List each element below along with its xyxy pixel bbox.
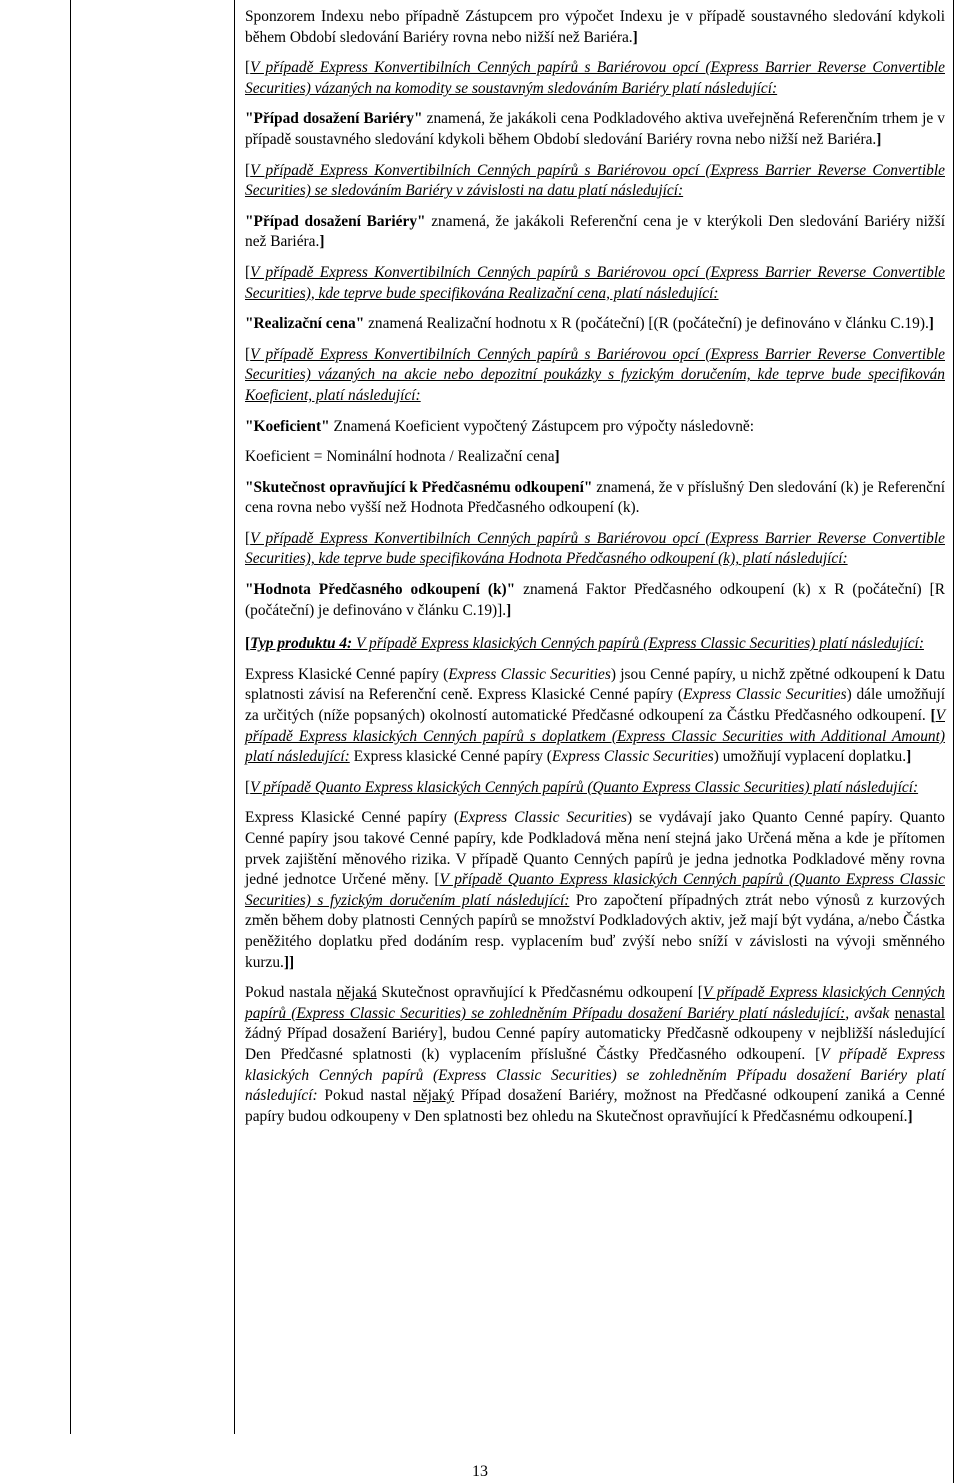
document-body [245,7,945,1137]
text-run: ] [632,28,638,46]
text-run: ) se vydávají jako Quanto Cenné papíry. Quanto Cenné papíry jsou takové Cenné papíry, kde Podkladová měna není stejná jako Určená měna a kde je přítomen prvek zajištění měnového rizika. V případě Quanto Cenných papírů je jedna jednotka Podkladové měny rovna jedné jednotce Určené měny. [245,809,945,889]
paragraph-2 [245,109,945,150]
text-run: Express Classic Securities [682,686,847,704]
paragraph-6 [245,314,945,335]
text-run: [ [245,263,251,281]
text-run: [ [245,778,251,796]
text-run: V případě Express klasických Cenných papírů s doplatkem (Express Classic Securities with Additional Amount) platí následující: [245,707,945,766]
paragraph-16 [245,808,945,973]
text-run: [ [245,635,251,653]
text-run: [ [815,1045,821,1063]
page-number: 13 [472,1463,488,1480]
text-run: Express Classic Securities [459,809,628,827]
text-run: ] [554,448,560,466]
text-run: [ [930,707,936,725]
text-run: Znamená Koeficient vypočtený Zástupcem pro výpočty následovně: [329,417,755,435]
text-run: "Případ dosažení Bariéry" [245,212,426,230]
text-run: ) umožňují vyplacení doplatku. [713,748,907,766]
text-run: V případě Express Konvertibilních Cenných papírů s Bariérovou opcí (Express Barrier Reverse Convertible Securities), kde teprve bude specifikována Realizační cena, platí následující: [245,263,945,302]
text-run: "Realizační cena" [245,315,365,333]
text-run: V případě Express klasických Cenných papírů (Express Classic Securities) platí následující: [352,635,924,653]
paragraph-11 [245,529,945,570]
text-run: [ [245,161,251,179]
text-run: ] [319,233,325,251]
text-run: ] [506,601,512,619]
text-run: ] [906,748,912,766]
left-margin-rule-inner [234,0,235,1434]
text-run: nenastal [894,1004,945,1022]
text-run: "Hodnota Předčasného odkoupení (k)" [245,581,516,599]
text-run: Express klasické Cenné papíry ( [349,748,552,766]
text-run: Skutečnost opravňující k Předčasnému odkoupení [376,984,698,1002]
text-run: [ [434,871,440,889]
text-run: nějaká [336,984,377,1002]
paragraph-5 [245,263,945,304]
text-run: Sponzorem Indexu nebo případně Zástupcem pro výpočet Indexu je v případě soustavného sledování kdykoli během Období sledování Bariéry rovna nebo nižší než Bariéra. [245,8,945,46]
text-run: znamená, že jakákoli Referenční cena je v kterýkoli Den sledování Bariéry nižší než Bariéra. [245,212,945,251]
paragraph-3 [245,161,945,202]
paragraph-0 [245,7,945,48]
text-run: [ [697,984,703,1002]
text-run: ] [907,1107,913,1125]
text-run: V případě Express Konvertibilních Cenných papírů s Bariérovou opcí (Express Barrier Reverse Convertible Securities) vázaných na akcie nebo depozitní poukázky s fyzickým doručením, kde teprve bude specifikován Koeficient, platí následující: [245,345,945,404]
paragraph-8 [245,417,945,438]
text-run: Pokud nastala [245,984,337,1002]
text-run: [ [245,59,251,77]
paragraph-17 [245,983,945,1127]
paragraph-13 [245,634,945,655]
text-run: Případ dosažení Bariéry, možnost na Předčasné odkoupení zaniká a Cenné papíry budou odkoupeny v Den splatnosti bez ohledu na Skutečnost opravňující k Předčasnému odkoupení. [245,1087,945,1125]
text-run: ] [876,130,882,148]
text-run: "Skutečnost opravňující k Předčasnému odkoupení" [245,478,593,496]
text-run: Express Classic Securities [551,748,714,766]
text-run: V případě Express Konvertibilních Cenných papírů s Bariérovou opcí (Express Barrier Reverse Convertible Securities), kde teprve bude specifikována Hodnota Předčasného odkoupení (k), platí následující: [245,529,945,568]
paragraph-15 [245,778,945,799]
text-run: znamená, že v příslušný Den sledování (k) je Referenční cena rovna nebo vyšší než Hodnota Předčasného odkoupení (k). [245,478,945,517]
text-run: [ [245,345,251,363]
text-run: V případě Express Konvertibilních Cenných papírů s Bariérovou opcí (Express Barrier Reverse Convertible Securities) se sledováním Bariéry v závislosti na datu platí následující: [245,161,945,200]
text-run: Pokud nastal [317,1087,414,1105]
paragraph-1 [245,58,945,99]
text-run: ]] [283,953,295,971]
text-run: Express Classic Securities [448,665,611,683]
right-margin-rule [953,0,954,1483]
text-run: žádný Případ dosažení Bariéry], budou Cenné papíry automaticky Předčasně odkoupeny v nejbližší následující Den Předčasné splatnosti (k) vyplacením příslušné Částky Předčasného odkoupení. [245,1025,945,1063]
text-run: V případě Express Konvertibilních Cenných papírů s Bariérovou opcí (Express Barrier Reverse Convertible Securities) vázaných na komodity se soustavným sledováním Bariéry platí následující: [245,59,945,97]
paragraph-9 [245,447,945,468]
paragraph-10 [245,478,945,519]
text-run: znamená Faktor Předčasného odkoupení (k) x R (počáteční) [R (počáteční) je definováno v článku C.19)]. [245,581,946,619]
text-run: ] [928,315,934,333]
text-run: V případě Express klasických Cenných papírů (Express Classic Securities) se zohledněním Případu dosažení Bariéry platí následující: [245,1045,945,1105]
text-run: Express Klasické Cenné papíry ( [245,665,449,683]
text-run: Typ produktu 4: [250,635,353,653]
text-run: znamená Realizační hodnotu x R (počáteční) [(R (počáteční) je definováno v článku C.19). [364,315,929,333]
text-run: [ [245,529,251,547]
text-run: Pro započtení případných ztrát nebo výnosů z kurzových změn během doby platnosti Cenných papírů se množství Podkladových aktiv, jež mají být vydána, a/nebo Částka peněžitého doplatku před dodáním resp. vyplacením buď zvýší nebo sníží v závislosti na vývoji směnného kurzu. [245,891,945,971]
text-run: znamená, že jakákoli cena Podkladového aktiva uveřejněná Referenčním trhem je v případě soustavného sledování kdykoli během Období sledování Bariéry rovna nebo nižší než Bariéra. [245,110,945,148]
text-run: "Případ dosažení Bariéry" [245,110,423,128]
text-run: ) dále umožňují za určitých (níže popsaných) okolností automatické Předčasné odkoupení za Částku Předčasného odkoupení. [245,686,945,725]
text-run: nějaký [413,1087,455,1105]
text-run: "Koeficient" [245,417,330,435]
paragraph-4 [245,212,945,253]
text-run: V případě Quanto Express klasických Cenných papírů (Quanto Express Classic Securities) platí následující: [250,778,919,796]
text-run: V případě Quanto Express klasických Cenných papírů (Quanto Express Classic Securities) s fyzickým doručením platí následující: [245,871,945,909]
text-run: ) jsou Cenné papíry, u nichž zpětné odkoupení k Datu splatnosti závisí na Referenční ceně. Express Klasické Cenné papíry ( [245,665,945,704]
left-margin-rule-outer [70,0,71,1434]
paragraph-14 [245,665,945,768]
text-run: V případě Express klasických Cenných papírů (Express Classic Securities) se zohledněním Případu dosažení Bariéry platí následující: [245,984,945,1022]
text-run: Koeficient = Nominální hodnota / Realizační cena [245,448,555,466]
paragraph-7 [245,345,945,407]
text-run: Express Klasické Cenné papíry ( [245,809,460,827]
text-run: , avšak [845,1004,895,1022]
paragraph-12 [245,580,945,621]
